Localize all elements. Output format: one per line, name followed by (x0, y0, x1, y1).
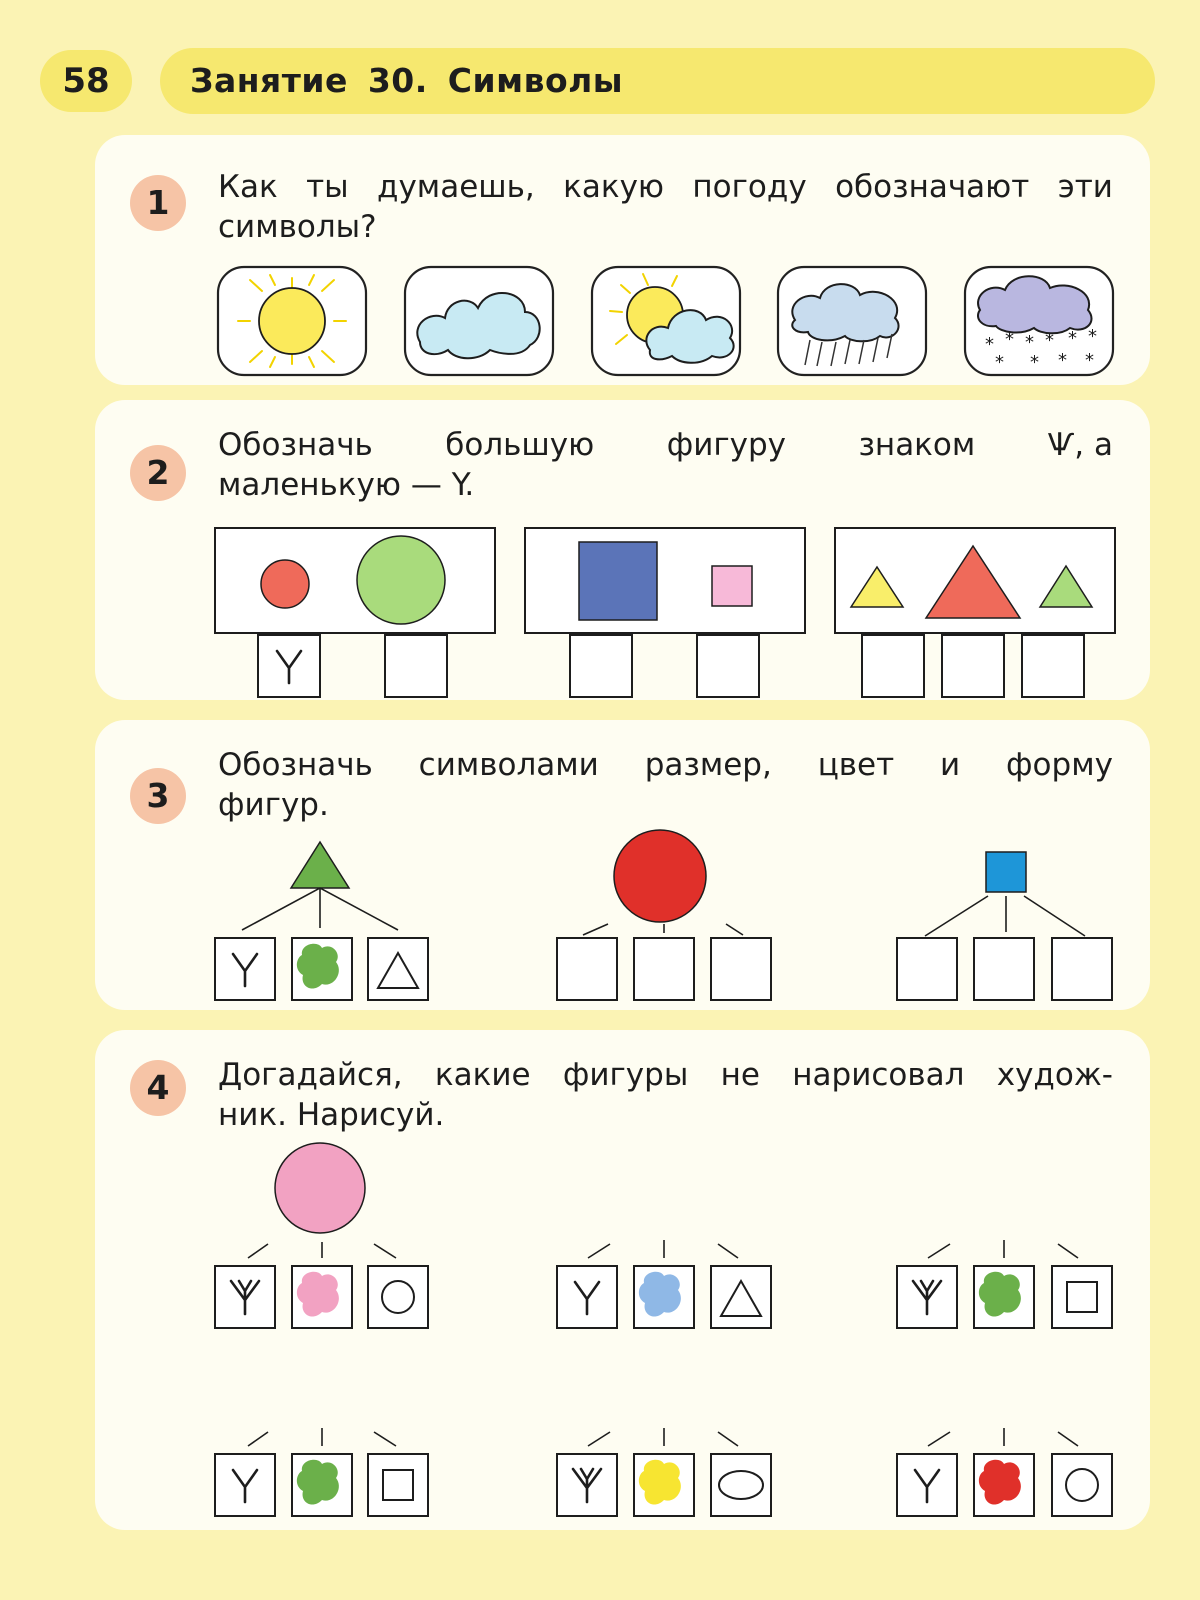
yellow-color-blot (639, 1460, 681, 1505)
word: не (720, 1057, 760, 1093)
weather-snow-icon (965, 267, 1113, 375)
blue-square (986, 852, 1026, 892)
word: большую (445, 427, 595, 463)
size-box[interactable] (897, 938, 957, 1000)
red-circle (614, 830, 706, 922)
task-2-frame-triangles (835, 528, 1115, 697)
small-circle (261, 560, 309, 608)
word: размер, (644, 747, 772, 783)
answer-box[interactable] (862, 635, 924, 697)
word: Обозначь (218, 747, 373, 783)
word: думаешь, (377, 169, 535, 205)
shape-box[interactable] (368, 938, 428, 1000)
word: обозначают (835, 169, 1030, 205)
task-2-line2: маленькую — (218, 467, 442, 503)
red-color-blot (979, 1460, 1021, 1505)
word: символами (418, 747, 599, 783)
word: Догадайся, (218, 1057, 403, 1093)
pink-circle (275, 1143, 365, 1233)
word: знаком (858, 427, 976, 463)
green-triangle (291, 842, 349, 888)
big-circle (357, 536, 445, 624)
svg-text:*: * (1068, 328, 1077, 349)
word: Как (218, 169, 278, 205)
word: эти (1057, 169, 1113, 205)
big-symbol: Ѱ (1047, 427, 1075, 463)
lesson-title: Занятие 30. Символы (160, 48, 1155, 114)
blue-color-blot (639, 1272, 681, 1317)
period: . (464, 467, 475, 503)
big-square (579, 542, 657, 620)
pink-color-blot (297, 1272, 339, 1317)
task-1-line2: символы? (218, 209, 377, 245)
green-color-blot (297, 944, 339, 989)
word: какую (563, 169, 665, 205)
svg-text:*: * (1058, 350, 1067, 371)
word: ты (306, 169, 349, 205)
task-3-triangle-group (215, 842, 428, 1000)
color-box[interactable] (634, 938, 694, 1000)
color-box[interactable] (974, 938, 1034, 1000)
svg-text:*: * (1025, 332, 1034, 353)
word: какие (434, 1057, 531, 1093)
task-3-circle-group (557, 830, 771, 1000)
weather-rain-icon (778, 267, 926, 375)
small-symbol: Y (451, 467, 465, 503)
task-3-square-group (897, 852, 1112, 1000)
word: фигуры (562, 1057, 689, 1093)
task-4-group-6 (897, 1428, 1112, 1516)
task-number: 2 (130, 445, 186, 501)
task-4-group-3 (897, 1240, 1112, 1328)
svg-text:*: * (1085, 350, 1094, 371)
task-3-line2: фигур. (218, 787, 329, 823)
word: Обозначь (218, 427, 373, 463)
word: форму (1006, 747, 1113, 783)
answer-box[interactable] (942, 635, 1004, 697)
weather-sun-icon (218, 267, 366, 375)
shape-box[interactable] (711, 938, 771, 1000)
word: , а (1074, 427, 1113, 463)
size-box[interactable] (557, 938, 617, 1000)
word: фигуру (666, 427, 786, 463)
page-number: 58 (40, 50, 132, 112)
svg-text:*: * (985, 334, 994, 355)
weather-sun-cloud-icon (592, 267, 740, 375)
svg-text:*: * (1088, 326, 1097, 347)
answer-box[interactable] (385, 635, 447, 697)
small-square (712, 566, 752, 606)
svg-text:*: * (1030, 352, 1039, 373)
task-4-group-4 (215, 1428, 428, 1516)
task-4-group-5 (557, 1428, 771, 1516)
task-4-pink-circle-group (215, 1143, 428, 1328)
svg-text:*: * (995, 352, 1004, 373)
word: худож- (996, 1057, 1113, 1093)
task-2-frame-squares (525, 528, 805, 697)
word: цвет (817, 747, 895, 783)
answer-box[interactable] (1022, 635, 1084, 697)
task-number: 3 (130, 768, 186, 824)
word: и (940, 747, 961, 783)
green-color-blot (979, 1272, 1021, 1317)
green-color-blot (297, 1460, 339, 1505)
task-number: 1 (130, 175, 186, 231)
answer-box[interactable] (570, 635, 632, 697)
shape-box[interactable] (1052, 938, 1112, 1000)
word: нарисовал (792, 1057, 965, 1093)
svg-text:*: * (1045, 330, 1054, 351)
word: погоду (692, 169, 807, 205)
task-4-group-2 (557, 1240, 771, 1328)
svg-text:*: * (1005, 329, 1014, 350)
weather-cloud-icon (405, 267, 553, 375)
task-2-frame-circles (215, 528, 495, 697)
answer-box[interactable] (697, 635, 759, 697)
task-4-line2: ник. Нарисуй. (218, 1097, 445, 1133)
task-number: 4 (130, 1060, 186, 1116)
